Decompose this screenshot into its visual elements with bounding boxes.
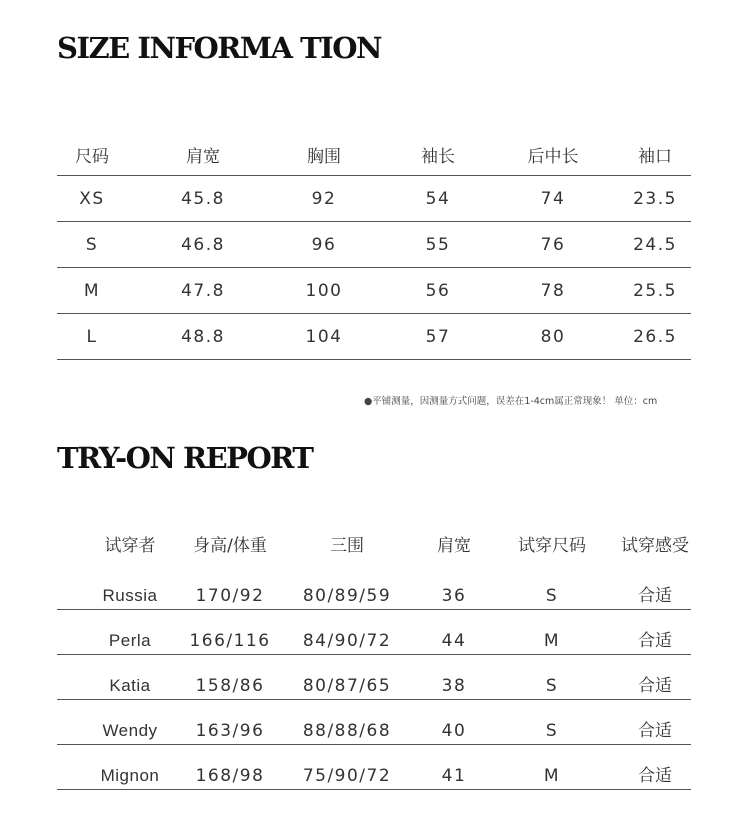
try-on-column-header: 身高/体重 <box>193 535 267 556</box>
tester-name: Katia <box>109 676 151 695</box>
table-cell: 47.8 <box>181 280 225 301</box>
size-column-header: 袖口 <box>638 147 672 167</box>
try-on-table <box>57 521 691 790</box>
table-cell: 100 <box>305 280 343 301</box>
table-row <box>57 565 691 610</box>
table-cell: 合适 <box>638 766 672 786</box>
table-cell: 41 <box>441 766 467 786</box>
table-cell: 合适 <box>638 586 672 606</box>
tester-name: Perla <box>108 631 152 650</box>
size-column-header: 胸围 <box>307 147 341 167</box>
table-cell: M <box>543 631 561 651</box>
table-row <box>57 745 691 790</box>
tester-name: Mignon <box>100 766 160 785</box>
table-cell: 25.5 <box>633 280 677 301</box>
table-cell: 48.8 <box>181 326 225 347</box>
table-cell: 92 <box>311 188 337 209</box>
table-cell: S <box>85 234 99 255</box>
size-column-header: 袖长 <box>421 147 455 167</box>
try-on-table-header <box>57 521 691 565</box>
table-cell: 80/87/65 <box>302 676 392 696</box>
table-cell: 45.8 <box>181 188 225 209</box>
try-on-column-header: 试穿感受 <box>621 535 689 556</box>
table-cell: 84/90/72 <box>302 631 392 651</box>
table-cell: S <box>545 721 559 741</box>
table-cell: 46.8 <box>181 234 225 255</box>
table-cell: 80 <box>540 326 566 347</box>
table-row <box>57 610 691 655</box>
table-cell: 104 <box>305 326 343 347</box>
table-cell: 57 <box>425 326 451 347</box>
table-cell: M <box>543 766 561 786</box>
table-cell: 74 <box>540 188 566 209</box>
measurement-note: ●平铺测量，因测量方式问题，误差在1-4cm属正常现象！ 单位：cm <box>364 396 658 407</box>
table-cell: L <box>86 326 98 347</box>
table-cell: S <box>545 676 559 696</box>
table-cell: 170/92 <box>195 586 265 606</box>
table-cell: 55 <box>425 234 451 255</box>
row-divider <box>57 789 691 790</box>
size-table <box>57 134 691 360</box>
table-cell: 26.5 <box>633 326 677 347</box>
table-cell: 76 <box>540 234 566 255</box>
table-cell: 78 <box>540 280 566 301</box>
table-cell: 合适 <box>638 676 672 696</box>
table-cell: 168/98 <box>195 766 265 786</box>
table-row <box>57 176 691 222</box>
size-information-title: SIZE INFORMA TION <box>57 31 382 65</box>
table-cell: S <box>545 586 559 606</box>
tester-name: Wendy <box>102 721 158 740</box>
table-row <box>57 268 691 314</box>
try-on-column-header: 三围 <box>330 535 364 556</box>
table-cell: 158/86 <box>195 676 265 696</box>
table-cell: XS <box>79 188 105 209</box>
size-column-header: 尺码 <box>75 147 109 167</box>
table-row <box>57 655 691 700</box>
table-cell: 54 <box>425 188 451 209</box>
table-cell: 56 <box>425 280 451 301</box>
table-row <box>57 222 691 268</box>
table-cell: 75/90/72 <box>302 766 392 786</box>
table-cell: 合适 <box>638 631 672 651</box>
tester-name: Russia <box>102 586 158 605</box>
table-cell: M <box>83 280 101 301</box>
table-cell: 24.5 <box>633 234 677 255</box>
table-cell: 36 <box>441 586 467 606</box>
table-cell: 80/89/59 <box>302 586 392 606</box>
table-cell: 38 <box>441 676 467 696</box>
size-column-header: 肩宽 <box>186 147 220 167</box>
try-on-report-title: TRY-ON REPORT <box>57 441 313 475</box>
table-cell: 23.5 <box>633 188 677 209</box>
table-cell: 166/116 <box>189 631 271 651</box>
try-on-column-header: 试穿尺码 <box>518 535 586 556</box>
try-on-column-header: 试穿者 <box>104 535 156 556</box>
table-cell: 44 <box>441 631 467 651</box>
table-row <box>57 314 691 360</box>
try-on-column-header: 肩宽 <box>437 535 471 556</box>
size-table-header <box>57 134 691 176</box>
size-column-header: 后中长 <box>527 147 579 167</box>
table-cell: 163/96 <box>195 721 265 741</box>
table-cell: 40 <box>441 721 467 741</box>
table-cell: 合适 <box>638 721 672 741</box>
table-cell: 96 <box>311 234 337 255</box>
table-cell: 88/88/68 <box>302 721 392 741</box>
table-row <box>57 700 691 745</box>
